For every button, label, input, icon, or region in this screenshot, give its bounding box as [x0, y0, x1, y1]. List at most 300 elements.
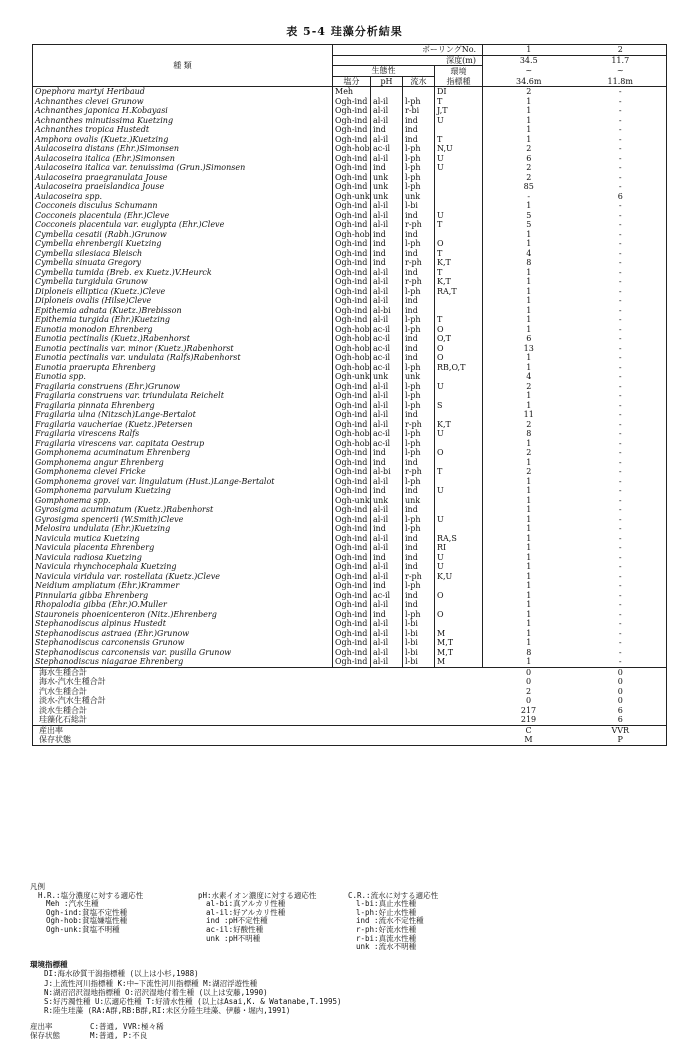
table-row [33, 382, 667, 392]
ph-cell: al-il [371, 515, 403, 525]
count-boring-2: - [575, 277, 667, 287]
ph-cell: al-il [371, 220, 403, 230]
salinity-cell: Ogh-unk [333, 496, 371, 506]
count-boring-1: 1 [526, 638, 532, 648]
current-cell: l-ph [403, 581, 435, 591]
ph-cell: ind [371, 230, 403, 240]
count-boring-2: - [575, 296, 667, 306]
ph-cell: ac-il [371, 334, 403, 344]
table-row [33, 201, 667, 211]
legend-item: Meh :汽水生種 [46, 899, 99, 909]
current-cell: l-bi [403, 619, 435, 629]
table-row [33, 600, 667, 610]
taxon-name: Gyrosigma spencerii (W.Smith)Cleve [33, 515, 333, 525]
table-row [33, 344, 667, 354]
env-cell: T [435, 220, 483, 230]
current-cell: ind [403, 410, 435, 420]
env-cell [435, 505, 483, 515]
table-row [33, 467, 667, 477]
ph-cell: ind [371, 553, 403, 563]
count-boring-2: - [575, 230, 667, 240]
ph-cell: al-il [371, 638, 403, 648]
salinity-cell: Ogh-ind [333, 201, 371, 211]
salinity-cell: Ogh-ind [333, 239, 371, 249]
count-boring-2: - [575, 448, 667, 458]
table-row [33, 458, 667, 468]
ph-cell: al-il [371, 315, 403, 325]
legend-item: ind :pH不定性種 [206, 916, 268, 926]
env-cell: T [435, 97, 483, 107]
depth-1-bottom: 34.6m [483, 76, 575, 87]
count-boring-2: - [575, 420, 667, 430]
table-row [33, 249, 667, 259]
taxon-name: Aulacoseira italica var. tenuissima (Grun.)Simonsen [33, 163, 333, 173]
taxon-name: Fragilaria vaucheriae (Kuetz.)Petersen [33, 420, 333, 430]
ph-cell: ac-il [371, 363, 403, 373]
ph-cell: al-il [371, 382, 403, 392]
env-note-line: N:湖沼沼沢湿地指標種 O:沼沢湿地付着生種 (以上は安藤,1990) [44, 987, 268, 997]
count-boring-1: 1 [526, 495, 532, 505]
count-boring-1: 6 [526, 153, 532, 163]
count-boring-1: 2 [526, 163, 532, 173]
current-cell: ind [403, 562, 435, 572]
ph-cell: unk [371, 182, 403, 192]
count-boring-2: - [575, 496, 667, 506]
ph-cell: ac-il [371, 591, 403, 601]
count-boring-2: - [575, 591, 667, 601]
taxon-name: Diploneis elliptica (Kuetz.)Cleve [33, 287, 333, 297]
summary-boring-1: 217 [520, 705, 537, 715]
env-cell [435, 458, 483, 468]
table-row [33, 591, 667, 601]
env-cell: O [435, 325, 483, 335]
taxon-name: Melosira undulata (Ehr.)Kuetzing [33, 524, 333, 534]
env-cell: T [435, 249, 483, 259]
count-boring-1: 4 [526, 372, 532, 382]
ph-cell: ac-il [371, 439, 403, 449]
table-row [33, 439, 667, 449]
summary-boring-2: 6 [575, 715, 667, 725]
table-row [33, 581, 667, 591]
count-boring-1: - [527, 191, 531, 201]
ph-cell: al-bi [371, 306, 403, 316]
legend-item: ac-il:好酸性種 [206, 924, 264, 934]
summary-boring-1: 2 [525, 686, 532, 696]
status-label: 保存状態 [33, 735, 483, 745]
salinity-cell: Ogh-ind [333, 135, 371, 145]
count-boring-2: - [575, 182, 667, 192]
count-boring-2: - [575, 220, 667, 230]
count-boring-2: - [575, 268, 667, 278]
current-cell: l-ph [403, 524, 435, 534]
salinity-cell: Ogh-ind [333, 610, 371, 620]
env-header: 環境 [435, 66, 483, 77]
table-row [33, 515, 667, 525]
table-row [33, 173, 667, 183]
table-row [33, 163, 667, 173]
salinity-cell: Ogh-hob [333, 439, 371, 449]
legend-heading: 凡例 [30, 882, 45, 891]
ph-cell: al-il [371, 629, 403, 639]
summary-row [33, 696, 667, 706]
env-cell: DI [435, 87, 483, 97]
current-header: 流水 [403, 76, 435, 87]
count-boring-2: - [575, 534, 667, 544]
count-boring-2: - [575, 372, 667, 382]
salinity-cell: Ogh-ind [333, 154, 371, 164]
ph-cell: al-il [371, 277, 403, 287]
depth-2-bottom: 11.8m [575, 76, 667, 87]
count-boring-2: - [575, 581, 667, 591]
ph-cell: al-il [371, 391, 403, 401]
current-cell: l-bi [403, 657, 435, 667]
count-boring-1: 5 [526, 220, 532, 230]
taxa-header: 種 類 [33, 45, 333, 87]
ph-cell: al-il [371, 562, 403, 572]
current-cell: l-ph [403, 154, 435, 164]
env-cell: O [435, 353, 483, 363]
preservation-text: M:普通, P:不良 [90, 1031, 148, 1041]
salinity-cell: Ogh-ind [333, 382, 371, 392]
salinity-cell: Ogh-hob [333, 353, 371, 363]
count-boring-2: - [575, 287, 667, 297]
ph-cell: al-il [371, 287, 403, 297]
salinity-cell: Ogh-ind [333, 505, 371, 515]
table-row [33, 144, 667, 154]
current-cell: l-bi [403, 629, 435, 639]
table-row [33, 543, 667, 553]
count-boring-1: 1 [526, 229, 532, 239]
count-boring-1: 1 [526, 201, 532, 211]
current-cell: ind [403, 116, 435, 126]
env-cell: U [435, 429, 483, 439]
summary-row [33, 667, 667, 677]
salinity-cell: Ogh-ind [333, 277, 371, 287]
current-cell: r-ph [403, 277, 435, 287]
count-boring-1: 1 [526, 476, 532, 486]
taxon-name: Epithemia adnata (Kuetz.)Brebisson [33, 306, 333, 316]
table-row [33, 268, 667, 278]
count-boring-2: - [575, 154, 667, 164]
ph-cell: ind [371, 163, 403, 173]
status-boring-2: P [575, 735, 667, 745]
salinity-cell: Ogh-ind [333, 391, 371, 401]
taxon-name: Navicula radiosa Kuetzing [33, 553, 333, 563]
legend-item: al-il:好アルカリ性種 [206, 907, 286, 917]
salinity-cell: Ogh-unk [333, 192, 371, 202]
taxon-name: Stephanodiscus niagarae Ehrenberg [33, 657, 333, 667]
taxon-name: Cymbella sinuata Gregory [33, 258, 333, 268]
current-cell: l-ph [403, 144, 435, 154]
summary-boring-2: 0 [575, 677, 667, 687]
count-boring-1: 1 [526, 362, 532, 372]
taxon-name: Cymbella ehrenbergii Kuetzing [33, 239, 333, 249]
salinity-cell: Meh [333, 87, 371, 97]
count-boring-2: - [575, 600, 667, 610]
env-cell: U [435, 382, 483, 392]
summary-label: 珪藻化石総計 [33, 715, 483, 725]
depth-2-tilde: ~ [575, 66, 667, 77]
env-cell: U [435, 154, 483, 164]
env-note-line: DI:海水砂質干潟指標種 (以上は小杉,1988) [44, 969, 199, 979]
env-cell: M,T [435, 638, 483, 648]
ph-cell: al-il [371, 201, 403, 211]
rate-text: C:普通, VVR:極々稀 [90, 1021, 164, 1031]
table-row [33, 657, 667, 667]
current-cell: l-ph [403, 173, 435, 183]
count-boring-1: 1 [526, 628, 532, 638]
legend-item: ind :流水不定性種 [356, 916, 424, 926]
env-cell: M,T [435, 648, 483, 658]
count-boring-1: 1 [526, 239, 532, 249]
current-cell: ind [403, 458, 435, 468]
salinity-cell: Ogh-ind [333, 116, 371, 126]
status-row [33, 725, 667, 735]
current-cell: l-ph [403, 382, 435, 392]
env-cell: T [435, 467, 483, 477]
taxon-name: Gomphonema parvulum Kuetzing [33, 486, 333, 496]
salinity-cell: Ogh-ind [333, 182, 371, 192]
count-boring-1: 1 [526, 581, 532, 591]
count-boring-1: 1 [526, 315, 532, 325]
salinity-cell: Ogh-ind [333, 534, 371, 544]
current-cell: ind [403, 353, 435, 363]
env-cell [435, 581, 483, 591]
table-row [33, 296, 667, 306]
count-boring-1: 2 [526, 448, 532, 458]
salinity-cell: Ogh-ind [333, 306, 371, 316]
table-row [33, 353, 667, 363]
summary-label: 淡水生種合計 [33, 706, 483, 716]
count-boring-1: 1 [526, 552, 532, 562]
taxon-name: Cymbella cesatii (Rabh.)Grunow [33, 230, 333, 240]
current-cell: l-ph [403, 239, 435, 249]
env-cell: M [435, 629, 483, 639]
count-boring-1: 1 [526, 134, 532, 144]
count-boring-2: - [575, 344, 667, 354]
ph-cell [371, 87, 403, 97]
ph-cell: al-il [371, 648, 403, 658]
env-cell: O [435, 448, 483, 458]
count-boring-1: 1 [526, 324, 532, 334]
env-cell: U [435, 553, 483, 563]
table-row [33, 486, 667, 496]
salinity-cell: Ogh-ind [333, 581, 371, 591]
legend-item: Ogh-unk:貧塩不明種 [46, 924, 120, 934]
table-row [33, 230, 667, 240]
table-row [33, 315, 667, 325]
count-boring-2: - [575, 467, 667, 477]
count-boring-2: - [575, 315, 667, 325]
count-boring-1: 1 [526, 115, 532, 125]
taxon-name: Eunotia monodon Ehrenberg [33, 325, 333, 335]
count-boring-2: - [575, 249, 667, 259]
salinity-cell: Ogh-unk [333, 372, 371, 382]
status-boring-1: M [483, 735, 575, 745]
taxon-name: Achnanthes tropica Hustedt [33, 125, 333, 135]
count-boring-1: 1 [526, 590, 532, 600]
legend-item: Ogh-ind:貧塩不定性種 [46, 907, 128, 917]
current-cell: r-ph [403, 467, 435, 477]
current-cell: l-ph [403, 163, 435, 173]
ph-cell: al-il [371, 211, 403, 221]
count-boring-1: 1 [526, 619, 532, 629]
taxon-name: Fragilaria construens (Ehr.)Grunow [33, 382, 333, 392]
count-boring-2: - [575, 572, 667, 582]
env-cell: T [435, 268, 483, 278]
ph-cell: al-il [371, 477, 403, 487]
count-boring-1: 85 [523, 182, 534, 192]
count-boring-1: 5 [526, 210, 532, 220]
salinity-cell: Ogh-ind [333, 562, 371, 572]
count-boring-2: - [575, 524, 667, 534]
count-boring-1: 2 [526, 144, 532, 154]
current-cell: ind [403, 268, 435, 278]
current-cell: ind [403, 125, 435, 135]
diatom-table [32, 44, 667, 746]
ph-cell: ind [371, 249, 403, 259]
current-cell: ind [403, 534, 435, 544]
env-cell [435, 439, 483, 449]
salinity-cell: Ogh-hob [333, 344, 371, 354]
table-row [33, 420, 667, 430]
depth-2-top: 11.7 [575, 55, 667, 66]
taxon-name: Gomphonema grovei var. lingulatum (Hust.)Lange-Bertalot [33, 477, 333, 487]
count-boring-2: - [575, 638, 667, 648]
depth-1-top: 34.5 [483, 55, 575, 66]
taxon-name: Eunotia pectinalis var. undulata (Ralfs)Rabenhorst [33, 353, 333, 363]
count-boring-1: 1 [526, 106, 532, 116]
count-boring-2: - [575, 553, 667, 563]
table-row [33, 182, 667, 192]
legend-item: l-ph:好止水性種 [356, 907, 417, 917]
current-cell: l-ph [403, 610, 435, 620]
current-cell: r-bi [403, 106, 435, 116]
ph-cell: unk [371, 192, 403, 202]
ph-cell: al-il [371, 268, 403, 278]
summary-row [33, 687, 667, 697]
ph-cell: al-il [371, 543, 403, 553]
summary-boring-1: 0 [525, 677, 532, 687]
env-note-line: J:上流性河川指標種 K:中~下流性河川指標種 M:湖沼浮遊性種 [44, 978, 258, 988]
ph-cell: ac-il [371, 344, 403, 354]
current-cell: l-bi [403, 648, 435, 658]
count-boring-1: 1 [526, 353, 532, 363]
table-row [33, 496, 667, 506]
count-boring-2: - [575, 97, 667, 107]
taxon-name: Achnanthes japonica H.Kobayasi [33, 106, 333, 116]
count-boring-2: - [575, 239, 667, 249]
taxon-name: Neidium ampliatum (Ehr.)Krammer [33, 581, 333, 591]
taxon-name: Achnanthes clevei Grunow [33, 97, 333, 107]
ph-cell: ac-il [371, 353, 403, 363]
count-boring-2: - [575, 543, 667, 553]
taxon-name: Cocconeis disculus Schumann [33, 201, 333, 211]
boring-header: ボーリングNo. [333, 45, 483, 56]
ph-cell: unk [371, 496, 403, 506]
env-cell: K,T [435, 258, 483, 268]
salinity-cell: Ogh-ind [333, 163, 371, 173]
count-boring-2: - [575, 629, 667, 639]
taxon-name: Gomphonema angur Ehrenberg [33, 458, 333, 468]
salinity-cell: Ogh-ind [333, 315, 371, 325]
count-boring-1: 4 [526, 248, 532, 258]
env-cell [435, 524, 483, 534]
table-row [33, 401, 667, 411]
salinity-cell: Ogh-ind [333, 515, 371, 525]
env-cell [435, 201, 483, 211]
count-boring-1: 1 [526, 305, 532, 315]
status-row [33, 735, 667, 745]
ph-cell: al-il [371, 600, 403, 610]
taxon-name: Fragilaria construens var. triundulata Reichelt [33, 391, 333, 401]
table-row [33, 372, 667, 382]
ph-cell: al-il [371, 154, 403, 164]
count-boring-2: - [575, 125, 667, 135]
env-cell [435, 619, 483, 629]
taxon-name: Gyrosigma acuminatum (Kuetz.)Rabenhorst [33, 505, 333, 515]
env-cell: O [435, 591, 483, 601]
ph-cell: al-il [371, 106, 403, 116]
current-cell: l-ph [403, 325, 435, 335]
count-boring-2: - [575, 477, 667, 487]
taxon-name: Fragilaria ulna (Nitzsch)Lange-Bertalot [33, 410, 333, 420]
table-row [33, 287, 667, 297]
salinity-cell: Ogh-ind [333, 220, 371, 230]
ph-cell: ind [371, 239, 403, 249]
salinity-cell: Ogh-ind [333, 477, 371, 487]
salinity-cell: Ogh-ind [333, 657, 371, 667]
preservation-label: 保存状態 [30, 1031, 60, 1041]
table-row [33, 211, 667, 221]
taxon-name: Cymbella silesiaca Bleisch [33, 249, 333, 259]
ph-cell: ind [371, 524, 403, 534]
salinity-cell: Ogh-ind [333, 458, 371, 468]
env-cell: K,T [435, 420, 483, 430]
table-row [33, 524, 667, 534]
salinity-cell: Ogh-ind [333, 420, 371, 430]
taxon-name: Diploneis ovalis (Hilse)Cleve [33, 296, 333, 306]
ph-cell: al-il [371, 410, 403, 420]
salinity-cell: Ogh-ind [333, 258, 371, 268]
env-cell: U [435, 116, 483, 126]
count-boring-2: - [575, 363, 667, 373]
env-cell: U [435, 562, 483, 572]
taxon-name: Opephora martyi Heribaud [33, 87, 333, 97]
count-boring-2: - [575, 382, 667, 392]
ph-cell: al-il [371, 420, 403, 430]
count-boring-2: - [575, 135, 667, 145]
taxon-name: Eunotia pectinalis (Kuetz.)Rabenhorst [33, 334, 333, 344]
legend-item: r-ph:好流水性種 [356, 924, 417, 934]
table-row [33, 363, 667, 373]
taxon-name: Navicula placenta Ehrenberg [33, 543, 333, 553]
status-boring-2: VVR [575, 725, 667, 735]
count-boring-2: - [575, 173, 667, 183]
salinity-cell: Ogh-ind [333, 97, 371, 107]
count-boring-1: 1 [526, 514, 532, 524]
count-boring-1: 1 [526, 505, 532, 515]
count-boring-1: 1 [526, 96, 532, 106]
count-boring-1: 1 [526, 296, 532, 306]
count-boring-2: - [575, 144, 667, 154]
taxon-name: Pinnularia gibba Ehrenberg [33, 591, 333, 601]
count-boring-2: - [575, 391, 667, 401]
env-cell: T [435, 315, 483, 325]
table-row [33, 106, 667, 116]
table-row [33, 534, 667, 544]
legend-ph-head: pH:水素イオン濃度に対する適応性 [198, 890, 317, 900]
